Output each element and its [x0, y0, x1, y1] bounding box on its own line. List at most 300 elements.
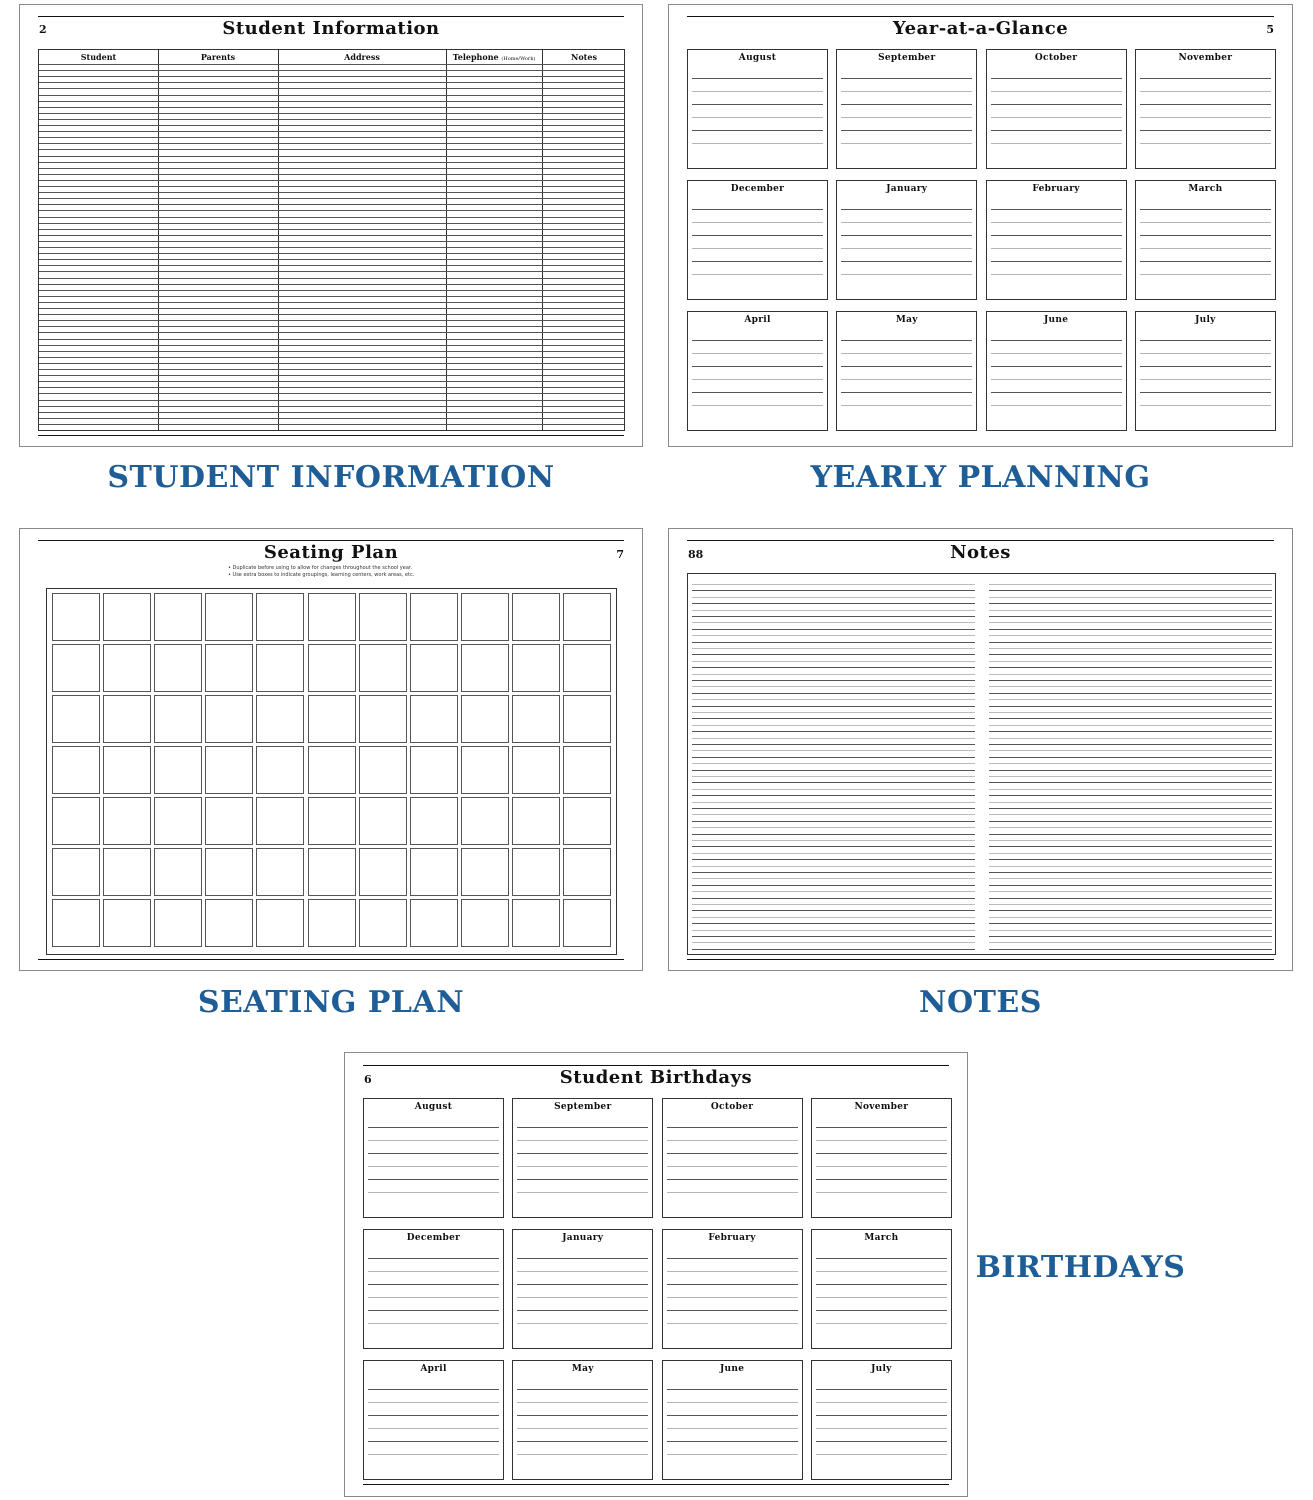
note-line — [692, 808, 975, 809]
note-line — [692, 610, 975, 611]
month-rule — [368, 1310, 499, 1311]
table-row-rule — [39, 393, 624, 394]
month-rule — [517, 1310, 648, 1311]
note-line — [989, 750, 1272, 751]
note-line — [989, 738, 1272, 739]
page-title: Seating Plan — [263, 542, 399, 563]
seat-box — [461, 746, 509, 794]
month-rule — [841, 248, 972, 249]
note-line — [989, 923, 1272, 924]
month-rule — [841, 261, 972, 262]
note-line — [692, 616, 975, 617]
note-line — [989, 834, 1272, 835]
month-rule — [368, 1441, 499, 1442]
seat-box — [52, 593, 100, 641]
seat-box — [154, 797, 202, 845]
month-rule — [692, 405, 823, 406]
note-line — [989, 584, 1272, 585]
header-rule — [363, 1065, 949, 1066]
note-line — [692, 584, 975, 585]
month-rule — [517, 1402, 648, 1403]
seat-box — [154, 644, 202, 692]
month-rule — [841, 130, 972, 131]
note-line — [989, 654, 1272, 655]
note-line — [989, 597, 1272, 598]
month-rule — [517, 1284, 648, 1285]
note-line — [989, 949, 1272, 950]
note-line — [692, 878, 975, 879]
month-rule — [667, 1297, 798, 1298]
note-line — [692, 942, 975, 943]
month-rule — [991, 261, 1122, 262]
note-line — [989, 661, 1272, 662]
seat-box — [461, 644, 509, 692]
column-header-parents: Parents — [200, 52, 236, 62]
seat-box — [256, 848, 304, 896]
note-line — [989, 635, 1272, 636]
note-line — [989, 610, 1272, 611]
month-rule — [1140, 366, 1271, 367]
seat-box — [461, 848, 509, 896]
seat-box — [563, 746, 611, 794]
month-rule — [368, 1192, 499, 1193]
month-grid — [687, 49, 1276, 431]
page-number: 6 — [364, 1073, 372, 1086]
seat-box — [52, 746, 100, 794]
note-line — [989, 590, 1272, 591]
seat-box — [410, 593, 458, 641]
month-rule — [517, 1140, 648, 1141]
month-rule — [692, 143, 823, 144]
month-rule — [1140, 261, 1271, 262]
note-line — [989, 725, 1272, 726]
note-line — [989, 763, 1272, 764]
month-rule — [692, 130, 823, 131]
month-rule — [368, 1140, 499, 1141]
month-rule — [667, 1428, 798, 1429]
month-rule — [368, 1284, 499, 1285]
seat-box — [256, 797, 304, 845]
month-rule — [816, 1454, 947, 1455]
note-line — [692, 731, 975, 732]
table-row-rule — [39, 271, 624, 272]
month-box — [1135, 180, 1276, 300]
note-line — [692, 910, 975, 911]
notes-page — [668, 528, 1293, 971]
seat-box — [563, 848, 611, 896]
table-row-rule — [39, 113, 624, 114]
month-rule — [841, 274, 972, 275]
table-row-rule — [39, 204, 624, 205]
seat-box — [308, 899, 356, 947]
note-line — [989, 936, 1272, 937]
month-rule — [841, 235, 972, 236]
month-label: June — [1043, 315, 1069, 325]
table-row-rule — [39, 95, 624, 96]
table-row-rule — [39, 278, 624, 279]
note-line — [692, 936, 975, 937]
table-row-rule — [39, 125, 624, 126]
month-box — [986, 311, 1127, 431]
month-box — [512, 1360, 653, 1480]
month-rule — [667, 1192, 798, 1193]
header-rule — [38, 16, 624, 17]
month-box — [363, 1360, 504, 1480]
note-line — [989, 642, 1272, 643]
table-row-rule — [39, 284, 624, 285]
month-rule — [841, 405, 972, 406]
seat-box — [205, 644, 253, 692]
month-rule — [667, 1179, 798, 1180]
month-rule — [1140, 78, 1271, 79]
month-rule — [816, 1415, 947, 1416]
month-rule — [841, 209, 972, 210]
note-line — [692, 680, 975, 681]
month-rule — [667, 1454, 798, 1455]
instruction-line: • Duplicate before using to allow for changes throughout the school year. — [228, 565, 413, 571]
seat-box — [410, 695, 458, 743]
table-row-rule — [39, 149, 624, 150]
seat-box — [103, 746, 151, 794]
note-line — [692, 821, 975, 822]
seat-box — [205, 593, 253, 641]
seat-box — [103, 797, 151, 845]
page-number: 88 — [688, 548, 704, 561]
seat-box — [52, 848, 100, 896]
month-rule — [517, 1428, 648, 1429]
month-rule — [368, 1271, 499, 1272]
month-rule — [816, 1179, 947, 1180]
table-row-rule — [39, 381, 624, 382]
note-line — [692, 661, 975, 662]
month-rule — [368, 1179, 499, 1180]
month-rule — [517, 1297, 648, 1298]
month-rule — [816, 1428, 947, 1429]
caption-yearly-planning: YEARLY PLANNING — [810, 460, 1151, 495]
seat-box — [205, 695, 253, 743]
month-rule — [692, 248, 823, 249]
seat-box — [308, 848, 356, 896]
month-rule — [517, 1166, 648, 1167]
month-label: June — [719, 1364, 745, 1374]
month-label: November — [1178, 53, 1233, 63]
month-box — [836, 180, 977, 300]
month-rule — [991, 274, 1122, 275]
note-line — [692, 674, 975, 675]
note-line — [692, 853, 975, 854]
table-row-rule — [39, 198, 624, 199]
month-rule — [841, 78, 972, 79]
seat-box — [205, 746, 253, 794]
month-rule — [991, 78, 1122, 79]
seat-box — [154, 848, 202, 896]
month-box — [1135, 49, 1276, 169]
month-label: February — [1032, 184, 1080, 194]
month-rule — [368, 1415, 499, 1416]
month-rule — [841, 104, 972, 105]
month-rule — [517, 1454, 648, 1455]
note-line — [692, 590, 975, 591]
note-line — [989, 814, 1272, 815]
note-line — [692, 750, 975, 751]
note-line — [692, 859, 975, 860]
table-row-rule — [39, 253, 624, 254]
month-rule — [816, 1297, 947, 1298]
note-line — [692, 891, 975, 892]
month-rule — [368, 1258, 499, 1259]
note-line — [692, 712, 975, 713]
month-rule — [991, 117, 1122, 118]
table-row-rule — [39, 119, 624, 120]
caption-seating-plan: SEATING PLAN — [197, 985, 465, 1020]
seat-box — [205, 797, 253, 845]
note-line — [692, 827, 975, 828]
table-row-rule — [39, 320, 624, 321]
month-rule — [692, 261, 823, 262]
seat-box — [410, 899, 458, 947]
month-rule — [816, 1166, 947, 1167]
note-line — [989, 616, 1272, 617]
month-rule — [841, 392, 972, 393]
month-rule — [841, 353, 972, 354]
header-rule — [687, 540, 1274, 541]
seat-box — [103, 848, 151, 896]
month-box — [662, 1229, 803, 1349]
footer-rule — [363, 1484, 949, 1485]
month-box — [836, 311, 977, 431]
month-rule — [991, 392, 1122, 393]
table-row-rule — [39, 375, 624, 376]
seat-box — [256, 695, 304, 743]
table-row-rule — [39, 137, 624, 138]
seat-box — [308, 644, 356, 692]
month-box — [687, 311, 828, 431]
table-row-rule — [39, 162, 624, 163]
month-rule — [368, 1323, 499, 1324]
note-line — [989, 942, 1272, 943]
month-rule — [368, 1428, 499, 1429]
month-rule — [991, 248, 1122, 249]
month-rule — [692, 235, 823, 236]
table-row-rule — [39, 235, 624, 236]
note-line — [989, 770, 1272, 771]
month-rule — [692, 78, 823, 79]
note-line — [692, 597, 975, 598]
seat-box — [512, 746, 560, 794]
telephone-note: (Home/Work) — [501, 56, 536, 62]
telephone-label: Telephone — [452, 52, 499, 62]
month-box — [836, 49, 977, 169]
table-row-rule — [39, 406, 624, 407]
month-box — [687, 49, 828, 169]
column-header-address: Address — [344, 52, 380, 62]
month-rule — [692, 392, 823, 393]
seat-box — [461, 695, 509, 743]
note-line — [692, 744, 975, 745]
month-label: July — [871, 1364, 892, 1374]
month-box — [363, 1229, 504, 1349]
month-rule — [517, 1415, 648, 1416]
note-line — [989, 827, 1272, 828]
note-line — [692, 872, 975, 873]
table-row-rule — [39, 265, 624, 266]
header-rule — [38, 540, 624, 541]
seating-grid — [46, 588, 617, 955]
month-rule — [692, 222, 823, 223]
month-rule — [1140, 91, 1271, 92]
note-line — [692, 667, 975, 668]
month-rule — [692, 379, 823, 380]
note-line — [989, 693, 1272, 694]
header-rule — [687, 16, 1274, 17]
month-label: May — [571, 1364, 594, 1374]
page-title: Student Birthdays — [559, 1067, 753, 1088]
month-rule — [841, 91, 972, 92]
seat-box — [563, 899, 611, 947]
table-row-rule — [39, 76, 624, 77]
seat-box — [256, 899, 304, 947]
table-row-rule — [39, 192, 624, 193]
month-label: September — [554, 1102, 612, 1112]
note-line — [692, 629, 975, 630]
seat-box — [359, 746, 407, 794]
table-row-rule — [39, 351, 624, 352]
month-rule — [517, 1127, 648, 1128]
month-rule — [991, 340, 1122, 341]
month-label: March — [1188, 184, 1223, 194]
month-rule — [991, 104, 1122, 105]
note-line — [989, 718, 1272, 719]
page-title: Student Information — [222, 18, 440, 39]
month-rule — [517, 1323, 648, 1324]
month-rule — [816, 1441, 947, 1442]
table-row-rule — [39, 101, 624, 102]
note-line — [989, 622, 1272, 623]
month-rule — [667, 1389, 798, 1390]
month-label: October — [710, 1102, 754, 1112]
month-label: January — [562, 1233, 604, 1243]
note-line — [692, 846, 975, 847]
seat-box — [512, 797, 560, 845]
month-rule — [667, 1415, 798, 1416]
note-line — [989, 898, 1272, 899]
table-row-rule — [39, 345, 624, 346]
table-row-rule — [39, 229, 624, 230]
seat-box — [410, 797, 458, 845]
note-line — [989, 795, 1272, 796]
seat-box — [410, 644, 458, 692]
month-label: December — [730, 184, 785, 194]
table-row-rule — [39, 387, 624, 388]
note-line — [692, 866, 975, 867]
month-rule — [517, 1192, 648, 1193]
month-rule — [991, 91, 1122, 92]
seat-box — [359, 695, 407, 743]
month-rule — [368, 1454, 499, 1455]
month-rule — [841, 340, 972, 341]
note-line — [692, 834, 975, 835]
note-line — [692, 795, 975, 796]
page-number: 7 — [616, 548, 624, 561]
month-rule — [667, 1140, 798, 1141]
table-row-rule — [39, 107, 624, 108]
note-line — [692, 654, 975, 655]
note-line — [989, 802, 1272, 803]
month-rule — [1140, 405, 1271, 406]
month-rule — [841, 366, 972, 367]
note-line — [989, 776, 1272, 777]
note-line — [989, 667, 1272, 668]
month-rule — [1140, 248, 1271, 249]
month-rule — [517, 1179, 648, 1180]
seat-box — [563, 695, 611, 743]
note-line — [989, 930, 1272, 931]
seat-box — [103, 644, 151, 692]
month-rule — [667, 1271, 798, 1272]
note-line — [989, 808, 1272, 809]
seat-box — [512, 593, 560, 641]
note-line — [989, 782, 1272, 783]
table-row-rule — [39, 363, 624, 364]
note-line — [989, 706, 1272, 707]
month-rule — [368, 1127, 499, 1128]
note-line — [989, 744, 1272, 745]
seat-box — [52, 644, 100, 692]
caption-notes: NOTES — [919, 985, 1042, 1020]
table-row-rule — [39, 156, 624, 157]
note-line — [692, 917, 975, 918]
instructions — [228, 565, 414, 579]
table-row-rule — [39, 424, 624, 425]
note-line — [692, 898, 975, 899]
table-row-rule — [39, 210, 624, 211]
seat-box — [410, 848, 458, 896]
seat-box — [512, 899, 560, 947]
seat-box — [308, 746, 356, 794]
note-line — [692, 776, 975, 777]
table-row-rule — [39, 326, 624, 327]
note-line — [692, 693, 975, 694]
month-rule — [816, 1284, 947, 1285]
seat-box — [308, 695, 356, 743]
month-box — [512, 1098, 653, 1218]
month-box — [986, 49, 1127, 169]
seat-box — [52, 797, 100, 845]
table-row-rule — [39, 296, 624, 297]
instruction-line: • Use extra boxes to indicate groupings, learning centers, work areas, etc. — [228, 572, 415, 578]
month-rule — [816, 1402, 947, 1403]
note-line — [692, 738, 975, 739]
seat-box — [103, 695, 151, 743]
month-rule — [368, 1402, 499, 1403]
page-number: 5 — [1266, 23, 1274, 36]
seat-box — [52, 695, 100, 743]
month-rule — [991, 209, 1122, 210]
seat-box — [154, 746, 202, 794]
table-row-rule — [39, 259, 624, 260]
table-row-rule — [39, 88, 624, 89]
table-row-rule — [39, 143, 624, 144]
seat-box — [103, 899, 151, 947]
month-box — [662, 1360, 803, 1480]
month-label: October — [1034, 53, 1078, 63]
month-rule — [991, 143, 1122, 144]
page-title: Year-at-a-Glance — [892, 18, 1069, 39]
seat-box — [563, 797, 611, 845]
page-number: 2 — [39, 23, 47, 36]
note-line — [692, 885, 975, 886]
month-rule — [816, 1271, 947, 1272]
